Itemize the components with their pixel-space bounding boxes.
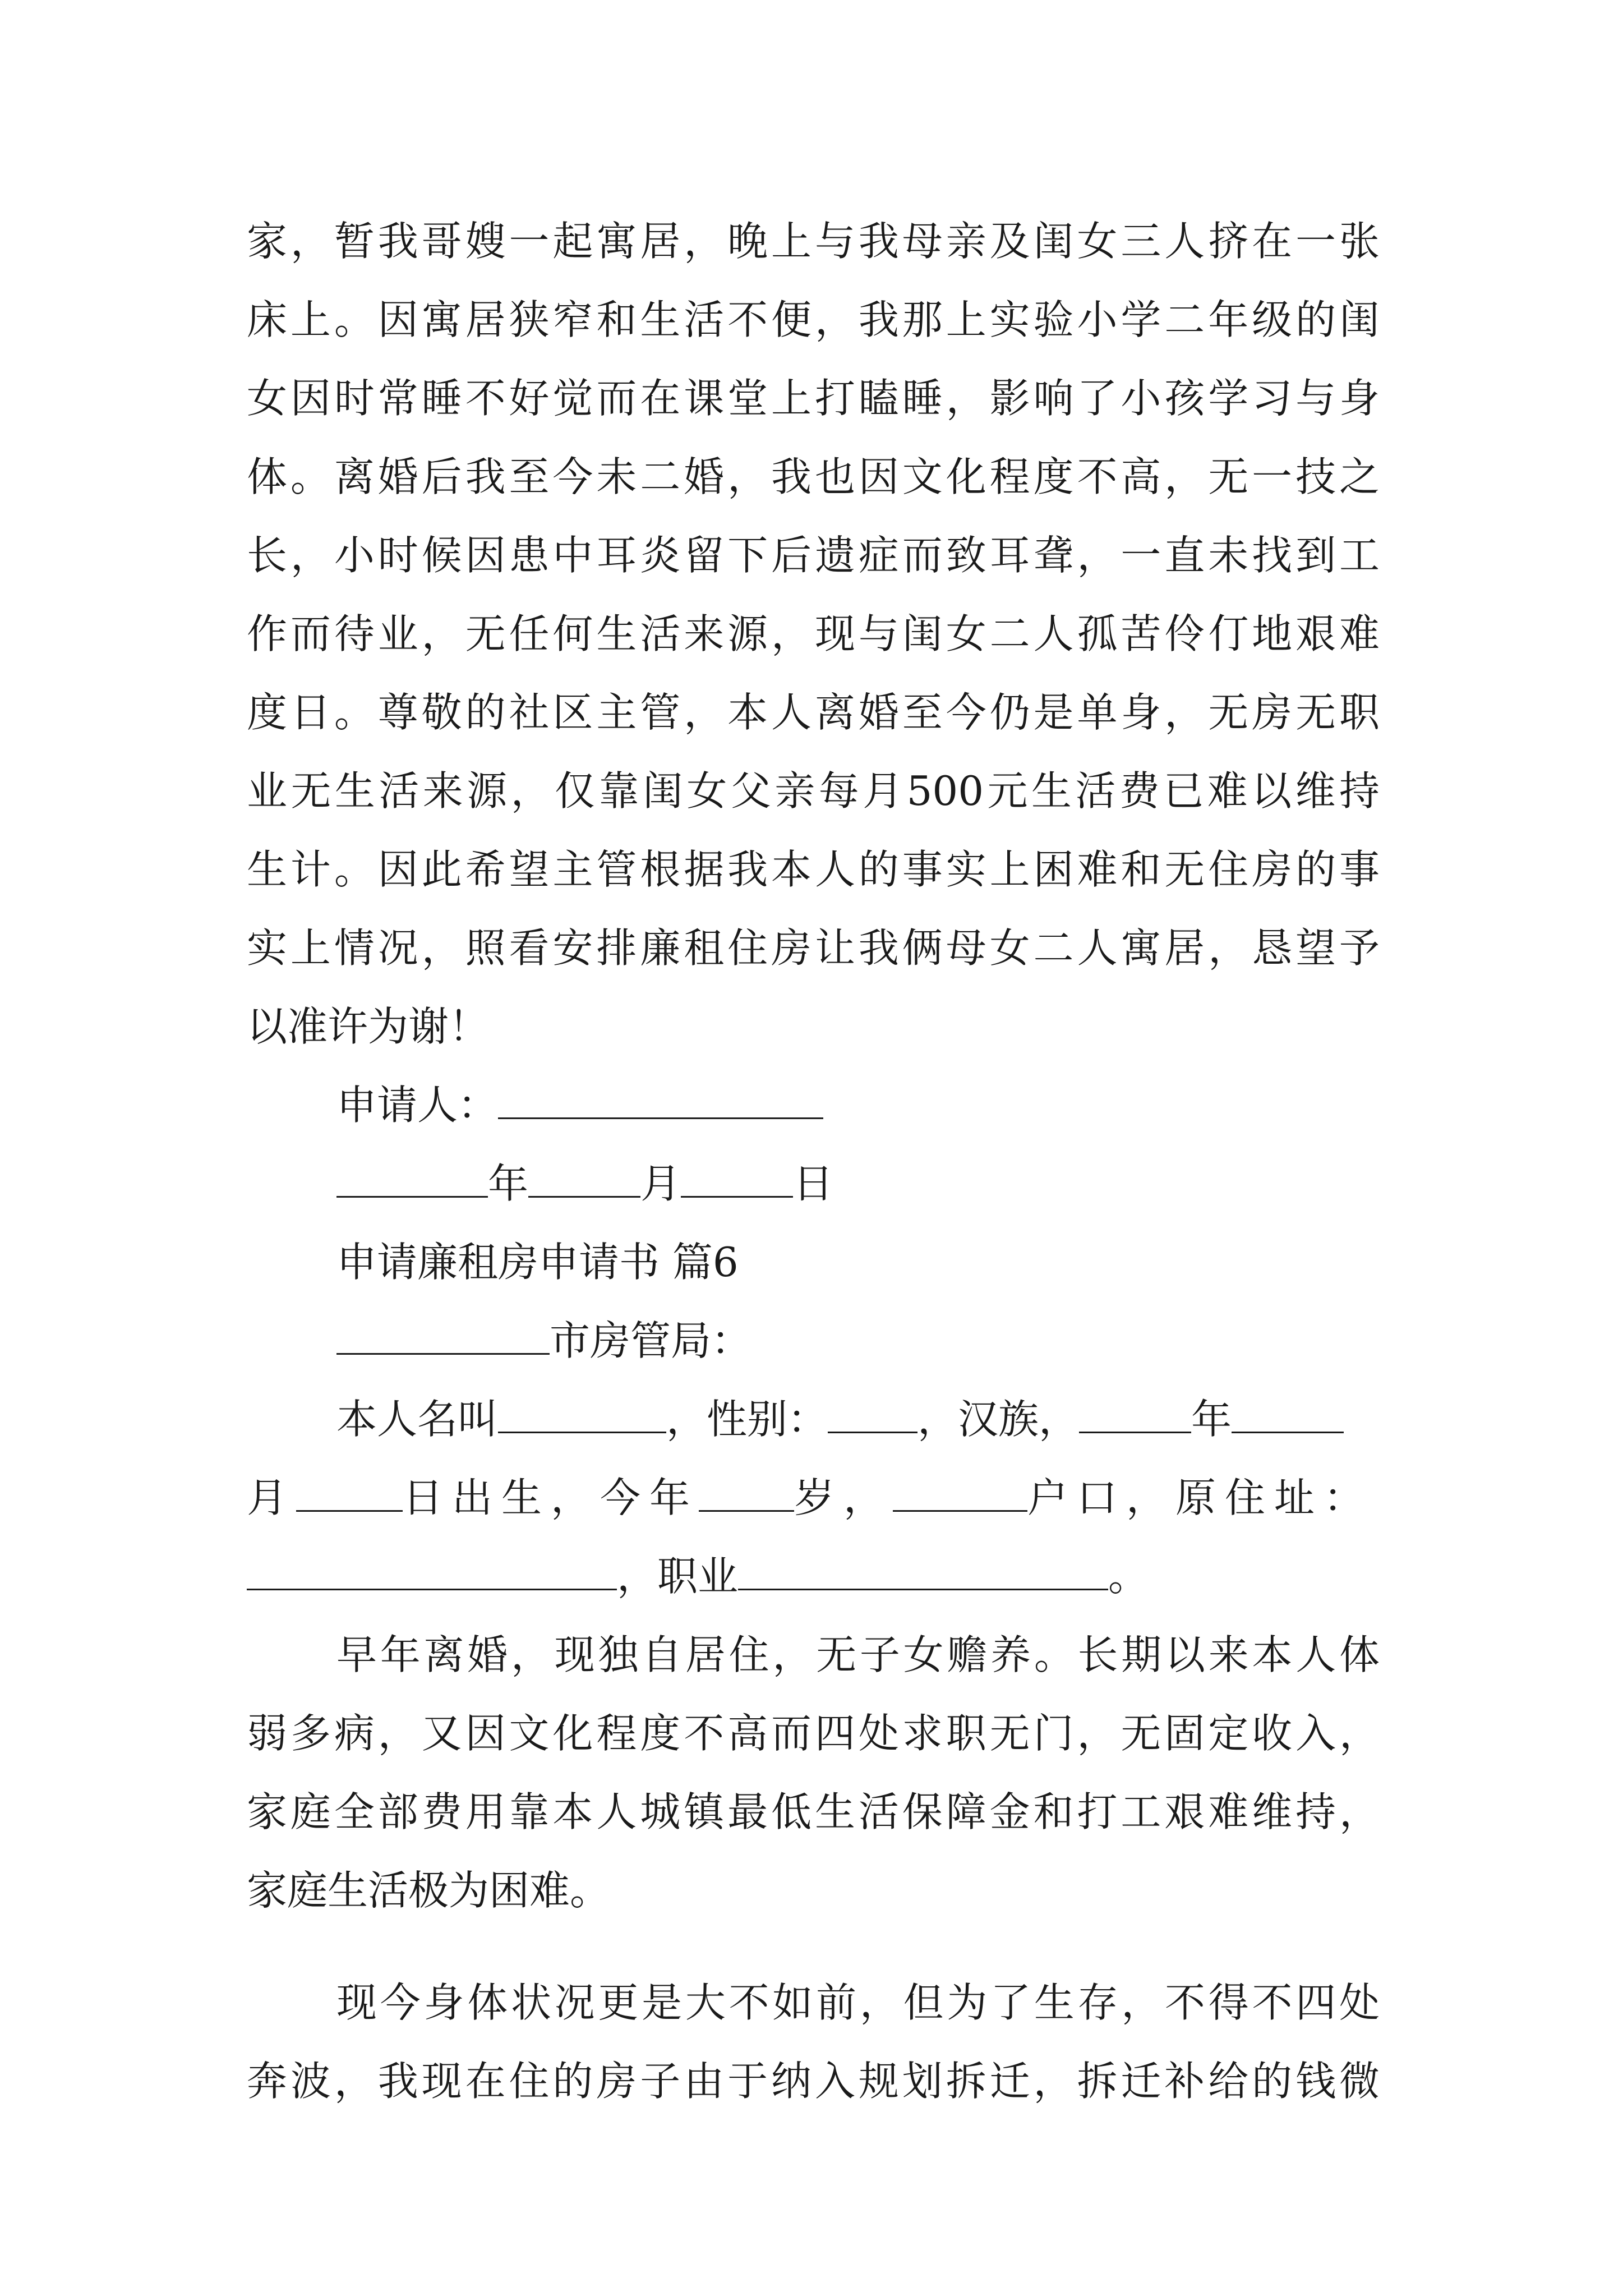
form-line-address (247, 1537, 1380, 1616)
applicant-blank[interactable] (498, 1075, 823, 1119)
text-line: 女因时常睡不好觉而在课堂上打瞌睡，影响了小孩学习与身 (247, 375, 1380, 422)
applicant-label: 申请人： (336, 1082, 499, 1129)
paragraph-circumstances (247, 1616, 1380, 1930)
form-end-mark: 。 (1108, 1553, 1149, 1600)
occupation-label: ，职业 (617, 1553, 739, 1600)
text-line: 家庭生活极为困难。 (247, 1867, 611, 1914)
text-line: 以准许为谢！ (247, 1003, 490, 1050)
text-line: 家，暂我哥嫂一起寓居，晚上与我母亲及闺女三人挤在一张 (247, 218, 1380, 265)
name-label: 本人名叫 (336, 1396, 499, 1443)
birth-month-blank[interactable] (1232, 1389, 1344, 1433)
text-line: 早年离婚，现独自居住，无子女赡养。长期以来本人体 (336, 1631, 1380, 1678)
city-blank[interactable] (336, 1310, 550, 1355)
paragraph-continuation (247, 202, 1380, 1066)
month-label: 月 (640, 1160, 681, 1207)
hukou-label: 户口，原住址： (1027, 1474, 1373, 1521)
birth-year-label: 年 (1191, 1396, 1232, 1443)
date-line (247, 1144, 1380, 1223)
document-body (247, 202, 1380, 2120)
day-label: 日 (793, 1160, 834, 1207)
gender-blank[interactable] (828, 1389, 917, 1433)
text-line: 现今身体状况更是大不如前，但为了生存，不得不四处 (336, 1979, 1380, 2026)
text-line: 业无生活来源，仅靠闺女父亲每月500元生活费已难以维持 (247, 767, 1380, 815)
age-label: 岁， (794, 1474, 893, 1521)
age-blank[interactable] (699, 1467, 794, 1512)
year-blank[interactable] (336, 1153, 488, 1198)
text-line: 度日。尊敬的社区主管，本人离婚至今仍是单身，无房无职 (247, 689, 1380, 736)
hukou-blank[interactable] (893, 1467, 1027, 1512)
text-line: 生计。因此希望主管根据我本人的事实上困难和无住房的事 (247, 846, 1380, 893)
occupation-blank[interactable] (738, 1546, 1108, 1590)
paragraph-gap (247, 1930, 1380, 1963)
text-line: 体。离婚后我至今未二婚，我也因文化程度不高，无一技之 (247, 453, 1380, 500)
text-line: 作而待业，无任何生活来源，现与闺女二人孤苦伶仃地艰难 (247, 610, 1380, 657)
ethnicity-label: ，汉族， (917, 1396, 1080, 1443)
birth-day-label: 日出生，今年 (403, 1474, 699, 1521)
text-line: 实上情况，照看安排廉租住房让我俩母女二人寓居，恳望予 (247, 924, 1380, 972)
birth-day-blank[interactable] (296, 1467, 403, 1512)
paragraph-current-situation (247, 1963, 1380, 2120)
form-line-name (247, 1380, 1380, 1458)
form-line-birth (247, 1458, 1380, 1537)
name-blank[interactable] (498, 1389, 666, 1433)
section-title: 申请廉租房申请书 篇6 (336, 1239, 739, 1286)
address-blank[interactable] (247, 1546, 617, 1590)
text-line: 奔波，我现在住的房子由于纳入规划拆迁，拆迁补给的钱微 (247, 2058, 1380, 2105)
gender-label: ，性别： (666, 1396, 828, 1443)
text-line: 家庭全部费用靠本人城镇最低生活保障金和打工艰难维持， (247, 1788, 1380, 1835)
day-blank[interactable] (681, 1153, 793, 1198)
addressee-line (247, 1301, 1380, 1380)
birth-month-label: 月 (247, 1474, 297, 1521)
text-line: 床上。因寓居狭窄和生活不便，我那上实验小学二年级的闺 (247, 296, 1380, 343)
birth-year-blank[interactable] (1079, 1389, 1191, 1433)
text-line: 长，小时候因患中耳炎留下后遗症而致耳聋，一直未找到工 (247, 532, 1380, 579)
applicant-line (247, 1066, 1380, 1144)
month-blank[interactable] (528, 1153, 640, 1198)
year-label: 年 (488, 1160, 529, 1207)
addressee-suffix: 市房管局： (550, 1317, 752, 1364)
text-line: 弱多病，又因文化程度不高而四处求职无门，无固定收入， (247, 1710, 1380, 1757)
